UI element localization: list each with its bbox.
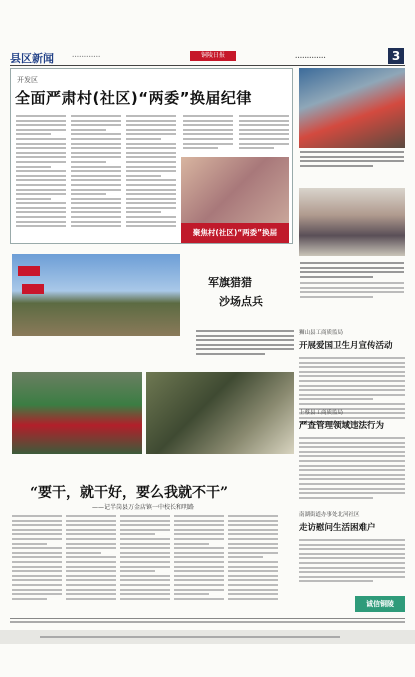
side-story [299,510,405,585]
story-kicker: 开发区 [17,76,38,84]
flag-icon [22,284,44,294]
military-photo [146,372,294,454]
side-story-headline: 严查管理领域违法行为 [299,421,385,431]
side-story [299,408,405,501]
side-story-kicker: 南湖街道办事处北河社区 [299,512,360,518]
side-story-headline: 走访慰问生活困难户 [299,523,376,533]
section-subtitle: •••••••••••• [72,54,101,59]
section-title: 县区新闻 [10,52,54,65]
text-column [16,115,66,245]
news-photo [299,68,405,148]
story-photo [181,157,289,223]
military-photo [12,254,180,336]
text-column [126,115,176,245]
text-column [120,515,170,615]
text-column [71,115,121,245]
topic-banner: 聚焦村(社区)“两委”换届 [181,223,289,243]
side-story-kicker: 狮山县工商质监局 [299,330,344,336]
page-header [10,50,405,66]
issue-date: ••••••••••••• [295,55,326,60]
side-story-headline: 开展爱国卫生月宣传活动 [299,341,393,351]
photo-caption [300,262,404,280]
advertisement: 诚信铜陵 [355,596,405,612]
page-footer [10,618,405,624]
feature-title-line-2: 沙场点兵 [219,295,263,308]
newspaper-logo: 铜陵日报 [190,51,236,61]
feature-headline: “要干，就干好，要么我就不干” [30,485,229,501]
page-scrollbar[interactable] [0,630,415,644]
main-story-box [10,68,293,244]
page-number: 3 [388,48,404,64]
side-story-kicker: 上蔡县工商质监局 [299,410,344,416]
text-column [228,515,278,615]
flag-icon [18,266,40,276]
text-column [239,115,289,155]
news-photo [299,188,405,256]
text-column [12,515,62,615]
photo-caption [300,151,404,169]
military-photo [12,372,142,454]
feature-subheadline: ——记半岗县万金店镇一中校长和明路 [92,504,195,511]
text-column [174,515,224,615]
story-headline: 全面严肃村(社区)“两委”换届纪律 [15,89,252,107]
text-column [66,515,116,615]
feature-title-line-1: 军旗猎猎 [208,276,252,289]
photo-caption [196,330,294,358]
text-column [183,115,233,155]
text-block [300,282,404,300]
